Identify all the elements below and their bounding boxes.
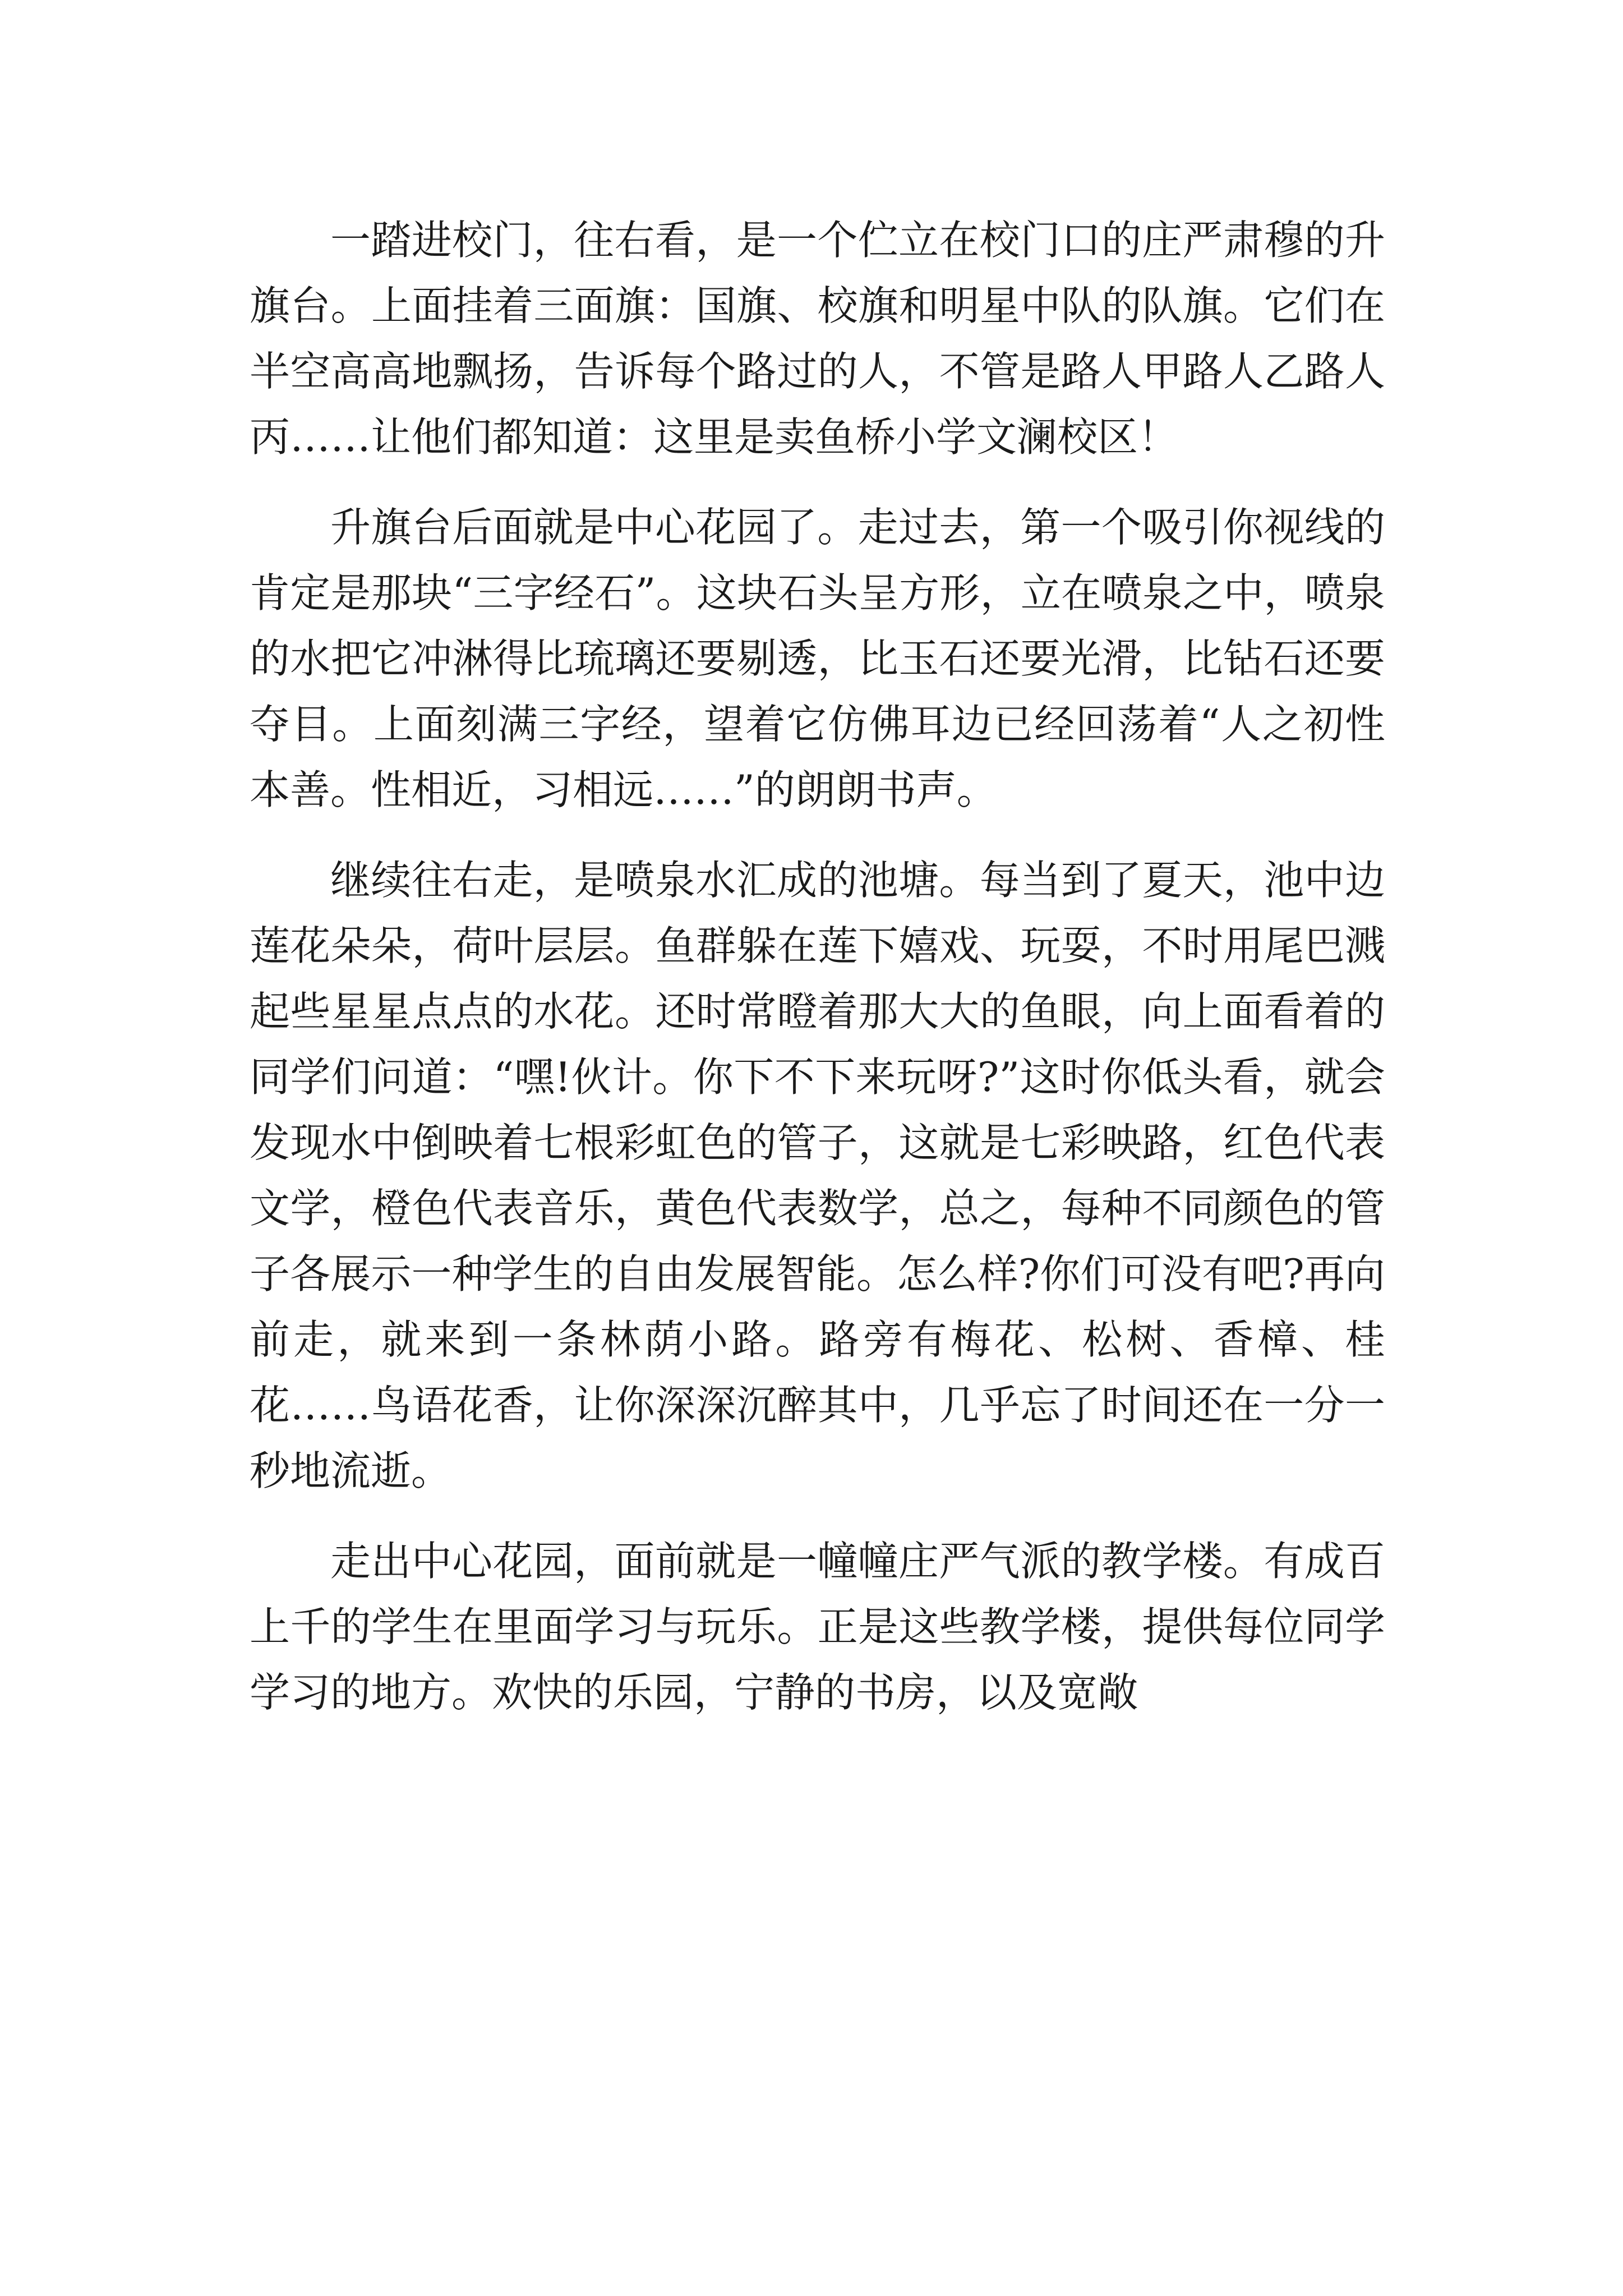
paragraph-4: 走出中心花园，面前就是一幢幢庄严气派的教学楼。有成百上千的学生在里面学习与玩乐。正是这些教学楼，提供每位同学学习的地方。欢快的乐园，宁静的书房，以及宽敞	[250, 1538, 1385, 1716]
paragraph-2: 升旗台后面就是中心花园了。走过去，第一个吸引你视线的肯定是那块“三字经石”。这块石头呈方形，立在喷泉之中，喷泉的水把它冲淋得比琉璃还要剔透，比玉石还要光滑，比钻石还要夺目。上面刻满三字经，望着它仿佛耳边已经回荡着“人之初性本善。性相近，习相远……”的朗朗书声。	[250, 504, 1385, 813]
document-body	[250, 208, 1385, 1726]
paragraph-1: 一踏进校门，往右看，是一个伫立在校门口的庄严肃穆的升旗台。上面挂着三面旗：国旗、校旗和明星中队的队旗。它们在半空高高地飘扬，告诉每个路过的人，不管是路人甲路人乙路人丙……让他们都知道：这里是卖鱼桥小学文澜校区！	[250, 217, 1385, 461]
paragraph-3: 继续往右走，是喷泉水汇成的池塘。每当到了夏天，池中边莲花朵朵，荷叶层层。鱼群躲在莲下嬉戏、玩耍，不时用尾巴溅起些星星点点的水花。还时常瞪着那大大的鱼眼，向上面看着的同学们问道：“嘿!伙计。你下不下来玩呀?”这时你低头看，就会发现水中倒映着七根彩虹色的管子，这就是七彩映路，红色代表文学，橙色代表音乐，黄色代表数学，总之，每种不同颜色的管子各展示一种学生的自由发展智能。怎么样?你们可没有吧?再向前走，就来到一条林荫小路。路旁有梅花、松树、香樟、桂花……鸟语花香，让你深深沉醉其中，几乎忘了时间还在一分一秒地流逝。	[250, 857, 1385, 1494]
